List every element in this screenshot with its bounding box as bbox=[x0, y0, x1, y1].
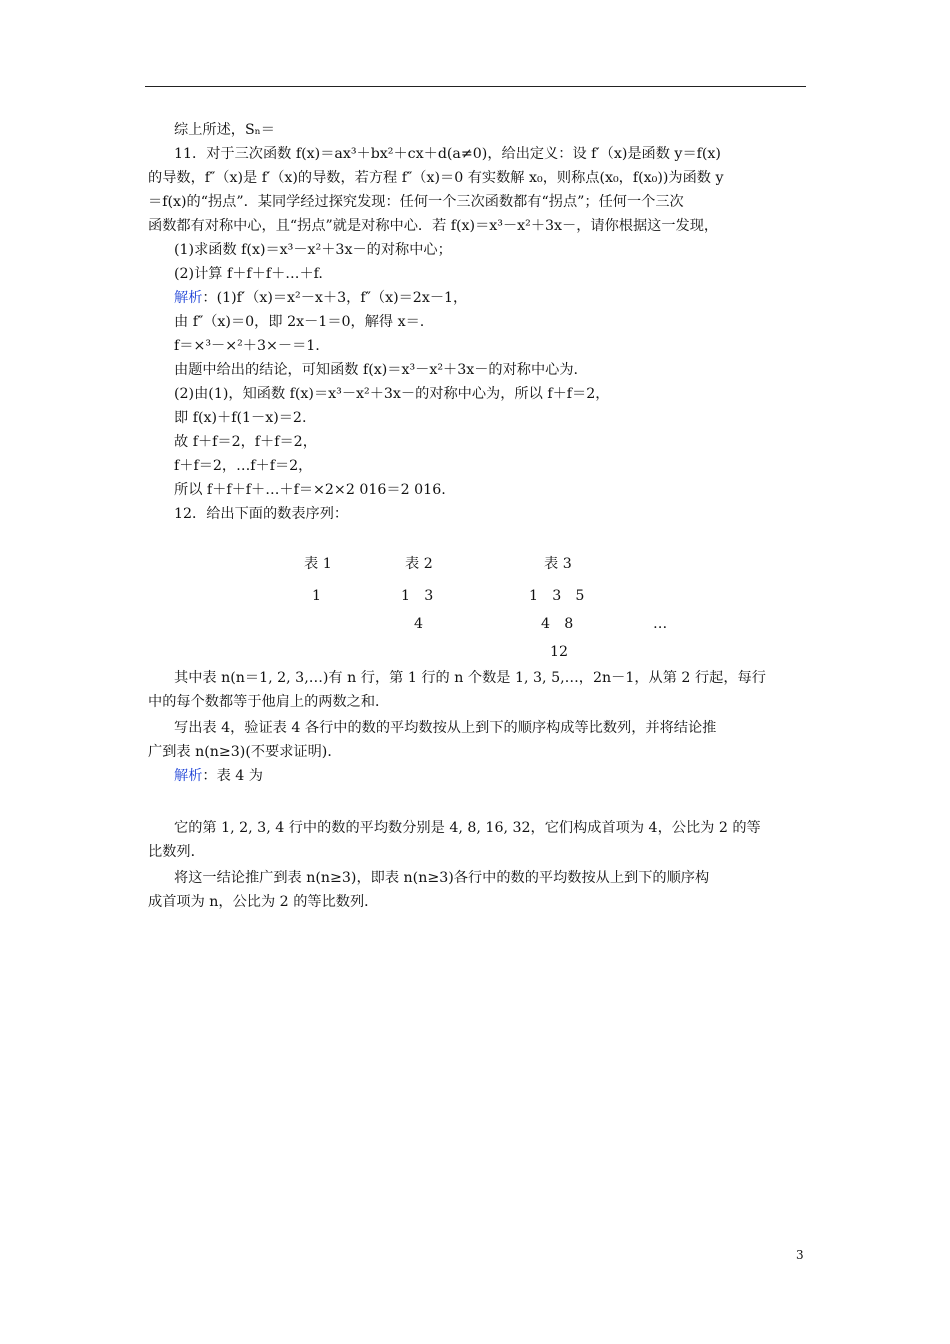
table-1-title: 表 1 bbox=[304, 556, 332, 572]
table-3-title: 表 3 bbox=[544, 556, 572, 572]
text-line: 将这一结论推广到表 n(n≥3)，即表 n(n≥3)各行中的数的平均数按从上到下的顺序构 bbox=[174, 870, 710, 886]
table-3-row: 4 8 bbox=[541, 616, 574, 632]
solution-label: 解析 bbox=[174, 290, 203, 306]
text-line: (2)由(1)，知函数 f(x)＝x³－x²＋3x－的对称中心为，所以 f＋f＝2， bbox=[174, 386, 610, 402]
text-line: (2)计算 f＋f＋f＋…＋f. bbox=[174, 266, 323, 282]
text-line: 所以 f＋f＋f＋…＋f＝×2×2 016＝2 016. bbox=[174, 482, 446, 498]
text-line: 的导数，f″（x)是 f′（x)的导数，若方程 f″（x)＝0 有实数解 x₀，则称点(x₀，f(x₀))为函数 y bbox=[148, 170, 724, 186]
text-line: 成首项为 n，公比为 2 的等比数列． bbox=[148, 894, 379, 910]
text-line: 写出表 4，验证表 4 各行中的数的平均数按从上到下的顺序构成等比数列，并将结论推 bbox=[174, 720, 717, 736]
text-line: 12．给出下面的数表序列： bbox=[174, 506, 349, 522]
solution-text: ：(1)f′（x)＝x²－x＋3，f″（x)＝2x－1， bbox=[202, 290, 468, 306]
text-line: 其中表 n(n＝1, 2, 3,…)有 n 行，第 1 行的 n 个数是 1, 3, 5,…，2n－1，从第 2 行起，每行 bbox=[174, 670, 766, 686]
text-line: (1)求函数 f(x)＝x³－x²＋3x－的对称中心； bbox=[174, 242, 452, 258]
text-line: 故 f＋f＝2，f＋f＝2， bbox=[174, 434, 317, 450]
text-line: 它的第 1, 2, 3, 4 行中的数的平均数分别是 4, 8, 16, 32，它们构成首项为 4，公比为 2 的等 bbox=[174, 820, 761, 836]
table-2-row: 1 3 bbox=[401, 588, 434, 604]
text-line: 比数列． bbox=[148, 844, 205, 860]
solution-label: 解析 bbox=[174, 768, 203, 784]
solution-text: ：表 4 为 bbox=[202, 768, 263, 784]
table-2-row: 4 bbox=[414, 616, 424, 632]
text-line bbox=[174, 766, 263, 786]
page-number: 3 bbox=[796, 1248, 804, 1262]
text-line: ＝f(x)的“拐点”．某同学经过探究发现：任何一个三次函数都有“拐点”；任何一个三次 bbox=[148, 194, 684, 210]
table-3-row: 1 3 5 bbox=[529, 588, 585, 604]
text-line: 即 f(x)＋f(1－x)＝2. bbox=[174, 410, 307, 426]
text-line: f＝×³－×²＋3×－＝1. bbox=[174, 338, 320, 354]
text-line: 函数都有对称中心，且“拐点”就是对称中心．若 f(x)＝x³－x²＋3x－，请你根据这一发现， bbox=[148, 218, 719, 234]
text-line: 由题中给出的结论，可知函数 f(x)＝x³－x²＋3x－的对称中心为. bbox=[174, 362, 579, 378]
text-line: 由 f″（x)＝0，即 2x－1＝0，解得 x＝. bbox=[174, 314, 425, 330]
table-ellipsis: … bbox=[653, 616, 668, 632]
text-line bbox=[174, 288, 467, 308]
text-line: 综上所述，Sₙ＝ bbox=[174, 122, 275, 138]
text-line: 11．对于三次函数 f(x)＝ax³＋bx²＋cx＋d(a≠0)，给出定义：设 f′（x)是函数 y＝f(x) bbox=[174, 146, 721, 162]
table-3-row: 12 bbox=[550, 644, 569, 660]
text-line: 广到表 n(n≥3)(不要求证明)． bbox=[148, 744, 342, 760]
text-line: 中的每个数都等于他肩上的两数之和． bbox=[148, 694, 390, 710]
text-line: f＋f＝2，…f＋f＝2， bbox=[174, 458, 313, 474]
table-1-row: 1 bbox=[312, 588, 322, 604]
header-rule bbox=[145, 86, 806, 87]
table-2-title: 表 2 bbox=[405, 556, 433, 572]
